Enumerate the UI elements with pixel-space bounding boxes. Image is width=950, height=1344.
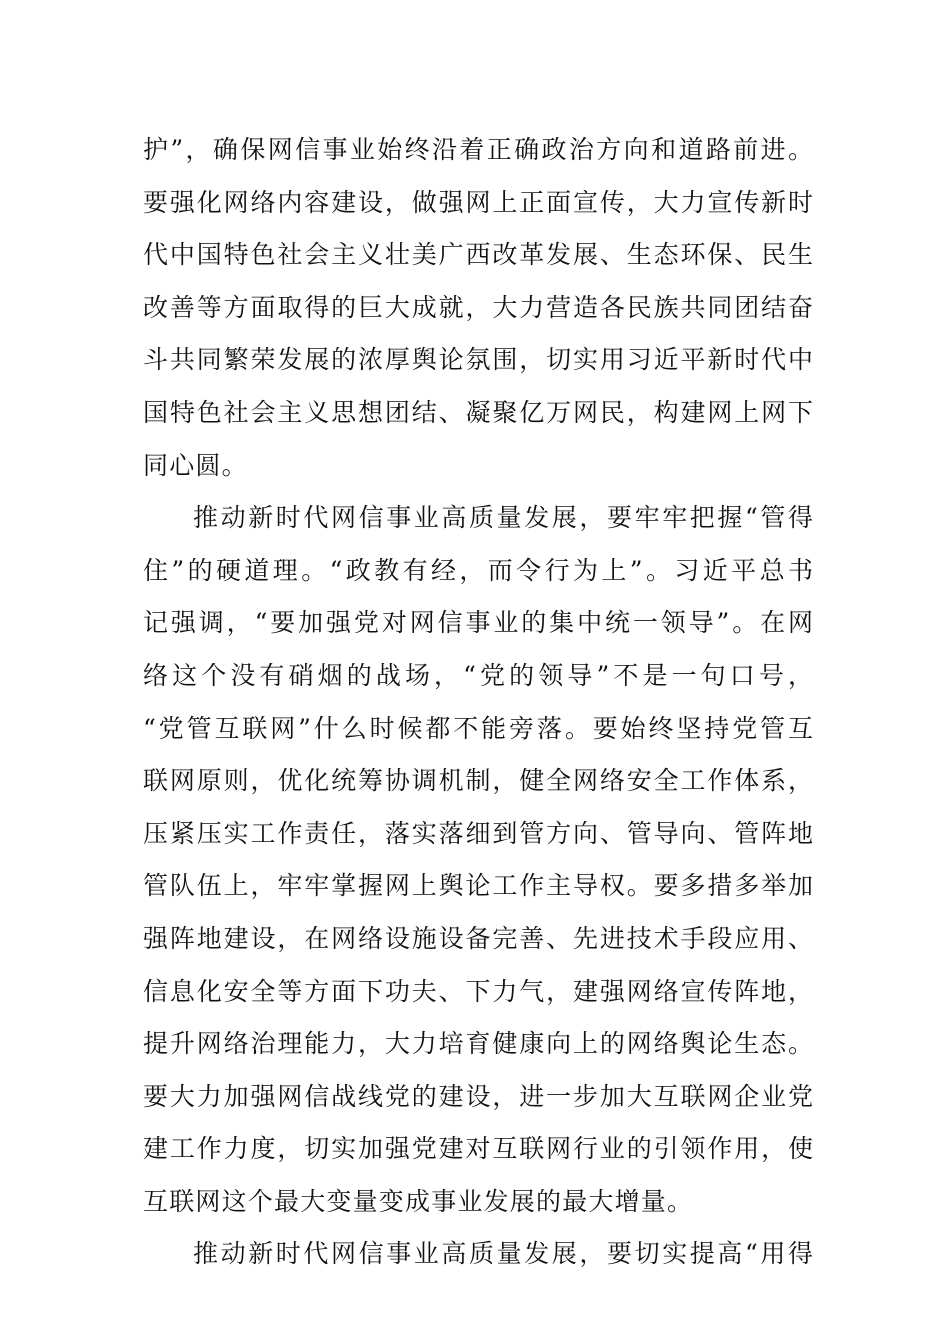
text-line: 记强调，“要加强党对网信事业的集中统一领导”。在网 bbox=[143, 608, 813, 638]
paragraph-first-line: 推动新时代网信事业高质量发展，要切实提高“用得 bbox=[193, 1239, 813, 1269]
text-line: 住”的硬道理。“政教有经，而令行为上”。习近平总书 bbox=[143, 555, 813, 585]
text-line: 压紧压实工作责任，落实落细到管方向、管导向、管阵地 bbox=[143, 818, 813, 848]
text-line: 要大力加强网信战线党的建设，进一步加大互联网企业党 bbox=[143, 1081, 813, 1111]
text-line: 管队伍上，牢牢掌握网上舆论工作主导权。要多措多举加 bbox=[143, 871, 813, 901]
text-line: 互联网这个最大变量变成事业发展的最大增量。 bbox=[143, 1186, 694, 1216]
text-line: 建工作力度，切实加强党建对互联网行业的引领作用，使 bbox=[143, 1134, 813, 1164]
body-text bbox=[143, 124, 813, 1281]
text-line: 信息化安全等方面下功夫、下力气，建强网络宣传阵地， bbox=[143, 976, 813, 1006]
text-line: 国特色社会主义思想团结、凝聚亿万网民，构建网上网下 bbox=[143, 397, 813, 427]
text-line: 同心圆。 bbox=[143, 450, 248, 480]
paragraph-first-line: 推动新时代网信事业高质量发展，要牢牢把握“管得 bbox=[193, 503, 813, 533]
text-line: 要强化网络内容建设，做强网上正面宣传，大力宣传新时 bbox=[143, 187, 813, 217]
text-line: “党管互联网”什么时候都不能旁落。要始终坚持党管互 bbox=[143, 713, 813, 743]
text-line: 代中国特色社会主义壮美广西改革发展、生态环保、民生 bbox=[143, 240, 813, 270]
text-line: 护”，确保网信事业始终沿着正确政治方向和道路前进。 bbox=[143, 135, 813, 164]
text-line: 改善等方面取得的巨大成就，大力营造各民族共同团结奋 bbox=[143, 292, 813, 322]
text-line: 络这个没有硝烟的战场，“党的领导”不是一句口号， bbox=[143, 660, 813, 690]
text-line: 联网原则，优化统筹协调机制，健全网络安全工作体系， bbox=[143, 766, 813, 796]
text-line: 强阵地建设，在网络设施设备完善、先进技术手段应用、 bbox=[143, 923, 813, 953]
text-line: 斗共同繁荣发展的浓厚舆论氛围，切实用习近平新时代中 bbox=[143, 345, 813, 375]
text-line: 提升网络治理能力，大力培育健康向上的网络舆论生态。 bbox=[143, 1029, 813, 1059]
